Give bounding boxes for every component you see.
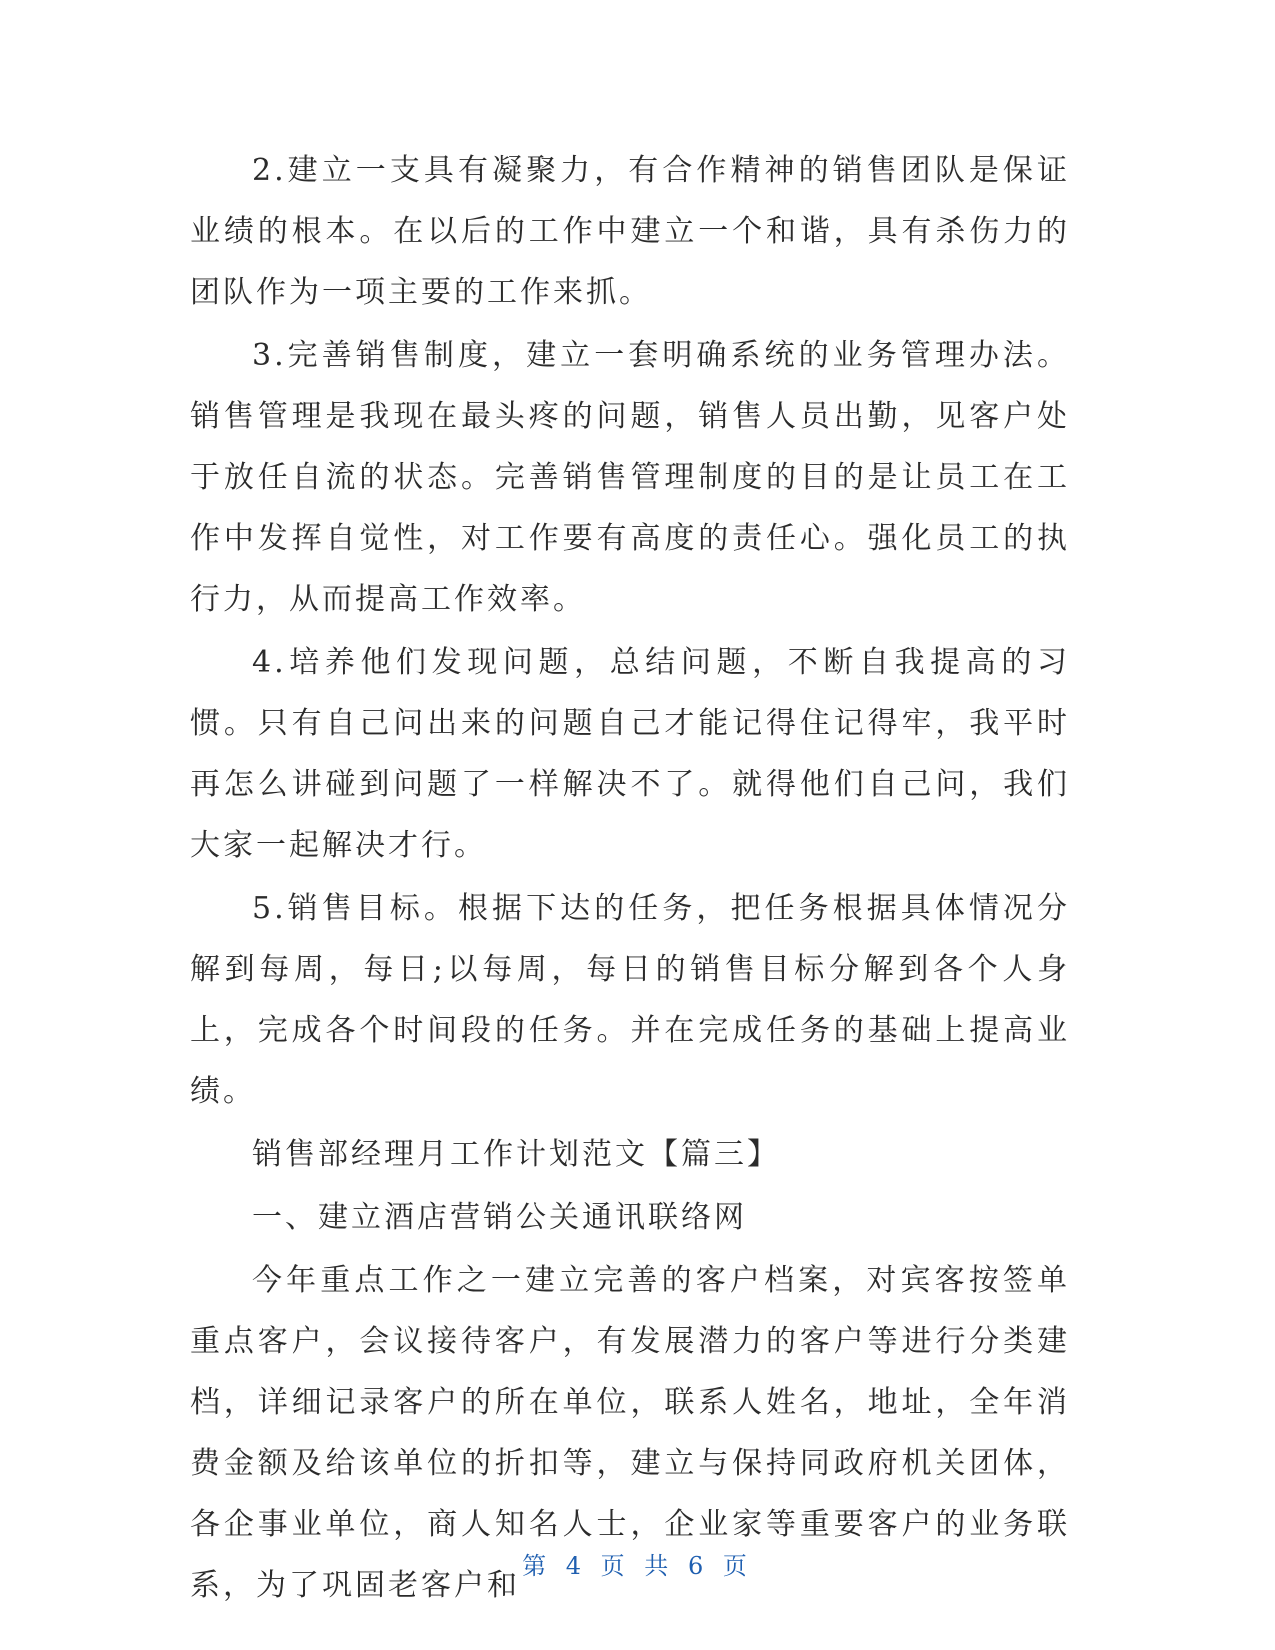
section-title: 销售部经理月工作计划范文【篇三】	[252, 1137, 780, 1172]
document-body	[190, 140, 1070, 1618]
paragraph-item-2: 2.建立一支具有凝聚力，有合作精神的销售团队是保证业绩的根本。在以后的工作中建立一个和谐，具有杀伤力的团队作为一项主要的工作来抓。	[190, 153, 1070, 310]
paragraph-item-3: 3.完善销售制度，建立一套明确系统的业务管理办法。销售管理是我现在最头疼的问题，销售人员出勤，见客户处于放任自流的状态。完善销售管理制度的目的是让员工在工作中发挥自觉性，对工作要有高度的责任心。强化员工的执行力，从而提高工作效率。	[190, 338, 1070, 617]
page-footer: 第 4 页 共 6 页	[522, 1552, 753, 1580]
paragraph-item-5: 5.销售目标。根据下达的任务，把任务根据具体情况分解到每周，每日;以每周，每日的销售目标分解到各个人身上，完成各个时间段的任务。并在完成任务的基础上提高业绩。	[190, 891, 1070, 1109]
final-paragraph: 今年重点工作之一建立完善的客户档案，对宾客按签单重点客户，会议接待客户，有发展潜力的客户等进行分类建档，详细记录客户的所在单位，联系人姓名，地址，全年消费金额及给该单位的折扣等，建立与保持同政府机关团体，各企事业单位，商人知名人士，企业家等重要客户的业务联系，为了巩固老客户和	[190, 1263, 1070, 1603]
paragraph-item-4: 4.培养他们发现问题，总结问题，不断自我提高的习惯。只有自己问出来的问题自己才能记得住记得牢，我平时再怎么讲碰到问题了一样解决不了。就得他们自己问，我们大家一起解决才行。	[190, 645, 1070, 863]
subsection-title: 一、建立酒店营销公关通讯联络网	[252, 1200, 747, 1235]
